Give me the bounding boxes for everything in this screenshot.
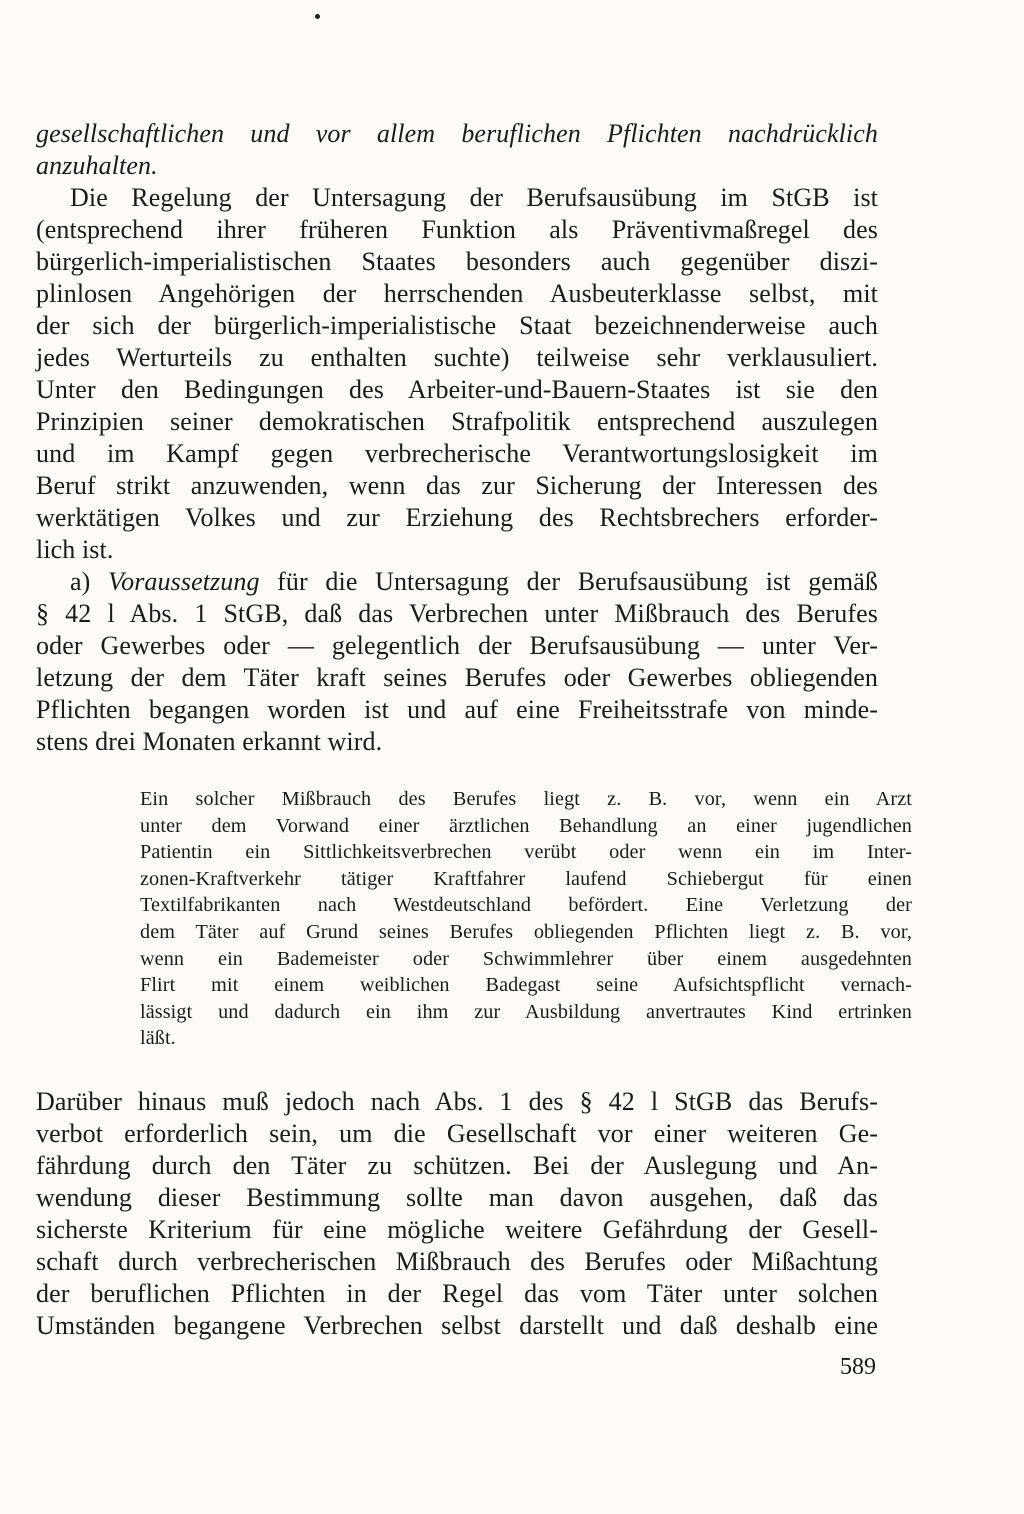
small-text-line: dem Täter auf Grund seines Berufes obliegenden Pflichten liegt z. B. vor, <box>140 920 912 943</box>
print-mark <box>315 14 320 19</box>
text-line: stens drei Monaten erkannt wird. <box>36 727 383 756</box>
text-line: wendung dieser Bestimmung sollte man davon ausgehen, daß das <box>36 1182 878 1212</box>
text-line: bürgerlich-imperialistischen Staates besonders auch gegenüber diszi- <box>36 247 878 276</box>
text-line: Pflichten begangen worden ist und auf eine Freiheitsstrafe von minde- <box>36 695 878 724</box>
text-fragment: für die Untersagung der Berufsausübung ist gemäß <box>259 567 878 596</box>
text-line: anzuhalten. <box>36 151 158 180</box>
example-note <box>140 786 912 1052</box>
list-marker: a) <box>70 567 109 596</box>
paragraph-darueber-hinaus <box>36 1086 878 1342</box>
text-line: Unter den Bedingungen des Arbeiter-und-Bauern-Staates ist sie den <box>36 375 878 404</box>
paragraph-continuation <box>36 118 878 182</box>
text-line: oder Gewerbes oder — gelegentlich der Berufsausübung — unter Ver- <box>36 631 878 660</box>
page-body <box>36 118 912 1342</box>
text-line: schaft durch verbrecherischen Mißbrauch des Berufes oder Mißachtung <box>36 1246 878 1276</box>
text-line: gesellschaftlichen und vor allem beruflichen Pflichten nachdrücklich <box>36 119 878 148</box>
text-line: werktätigen Volkes und zur Erziehung des Rechtsbrechers erforder- <box>36 503 878 532</box>
text-line: und im Kampf gegen verbrecherische Verantwortungslosigkeit im <box>36 439 878 468</box>
text-line: lich ist. <box>36 535 114 564</box>
small-text-line: wenn ein Bademeister oder Schwimmlehrer über einem ausgedehnten <box>140 947 912 970</box>
text-line: Darüber hinaus muß jedoch nach Abs. 1 des § 42 l StGB das Berufs- <box>36 1086 878 1116</box>
text-line: letzung der dem Täter kraft seines Berufes oder Gewerbes obliegenden <box>36 663 878 692</box>
small-text-line: zonen-Kraftverkehr tätiger Kraftfahrer laufend Schiebergut für einen <box>140 867 912 890</box>
paragraph-voraussetzung <box>36 566 878 758</box>
text-line: Prinzipien seiner demokratischen Strafpolitik entsprechend auszulegen <box>36 407 878 436</box>
text-line: (entsprechend ihrer früheren Funktion als Präventivmaßregel des <box>36 215 878 244</box>
text-line: Umständen begangene Verbrechen selbst darstellt und daß deshalb eine <box>36 1310 878 1340</box>
small-text-line: läßt. <box>140 1027 176 1050</box>
text-line: sicherste Kriterium für eine mögliche weitere Gefährdung der Gesell- <box>36 1214 878 1244</box>
small-text-line: Textilfabrikanten nach Westdeutschland befördert. Eine Verletzung der <box>140 894 912 917</box>
text-line: fährdung durch den Täter zu schützen. Bei der Auslegung und An- <box>36 1150 878 1180</box>
text-line: Die Regelung der Untersagung der Berufsausübung im StGB ist <box>70 183 878 212</box>
small-text-line: Flirt mit einem weiblichen Badegast seine Aufsichtspflicht vernach- <box>140 974 912 997</box>
text-line <box>36 566 878 598</box>
small-text-line: unter dem Vorwand einer ärztlichen Behandlung an einer jugendlichen <box>140 814 912 837</box>
small-text-line: lässigt und dadurch ein ihm zur Ausbildung anvertrautes Kind ertrinken <box>140 1000 912 1023</box>
text-line: der sich der bürgerlich-imperialistische Staat bezeichnenderweise auch <box>36 311 878 340</box>
emphasis-term: Voraussetzung <box>108 567 260 596</box>
text-line: plinlosen Angehörigen der herrschenden Ausbeuterklasse selbst, mit <box>36 279 878 308</box>
small-text-line: Patientin ein Sittlichkeitsverbrechen verübt oder wenn ein im Inter- <box>140 841 912 864</box>
text-line: Beruf strikt anzuwenden, wenn das zur Sicherung der Interessen des <box>36 471 878 500</box>
text-line: § 42 l Abs. 1 StGB, daß das Verbrechen unter Mißbrauch des Berufes <box>36 599 878 628</box>
text-line: der beruflichen Pflichten in der Regel das vom Täter unter solchen <box>36 1278 878 1308</box>
text-line: verbot erforderlich sein, um die Gesellschaft vor einer weiteren Ge- <box>36 1118 878 1148</box>
small-text-line: Ein solcher Mißbrauch des Berufes liegt z. B. vor, wenn ein Arzt <box>140 788 912 810</box>
page-number: 589 <box>840 1354 876 1380</box>
paragraph-regelung <box>36 182 878 566</box>
text-line: jedes Werturteils zu enthalten suchte) teilweise sehr verklausuliert. <box>36 343 878 372</box>
